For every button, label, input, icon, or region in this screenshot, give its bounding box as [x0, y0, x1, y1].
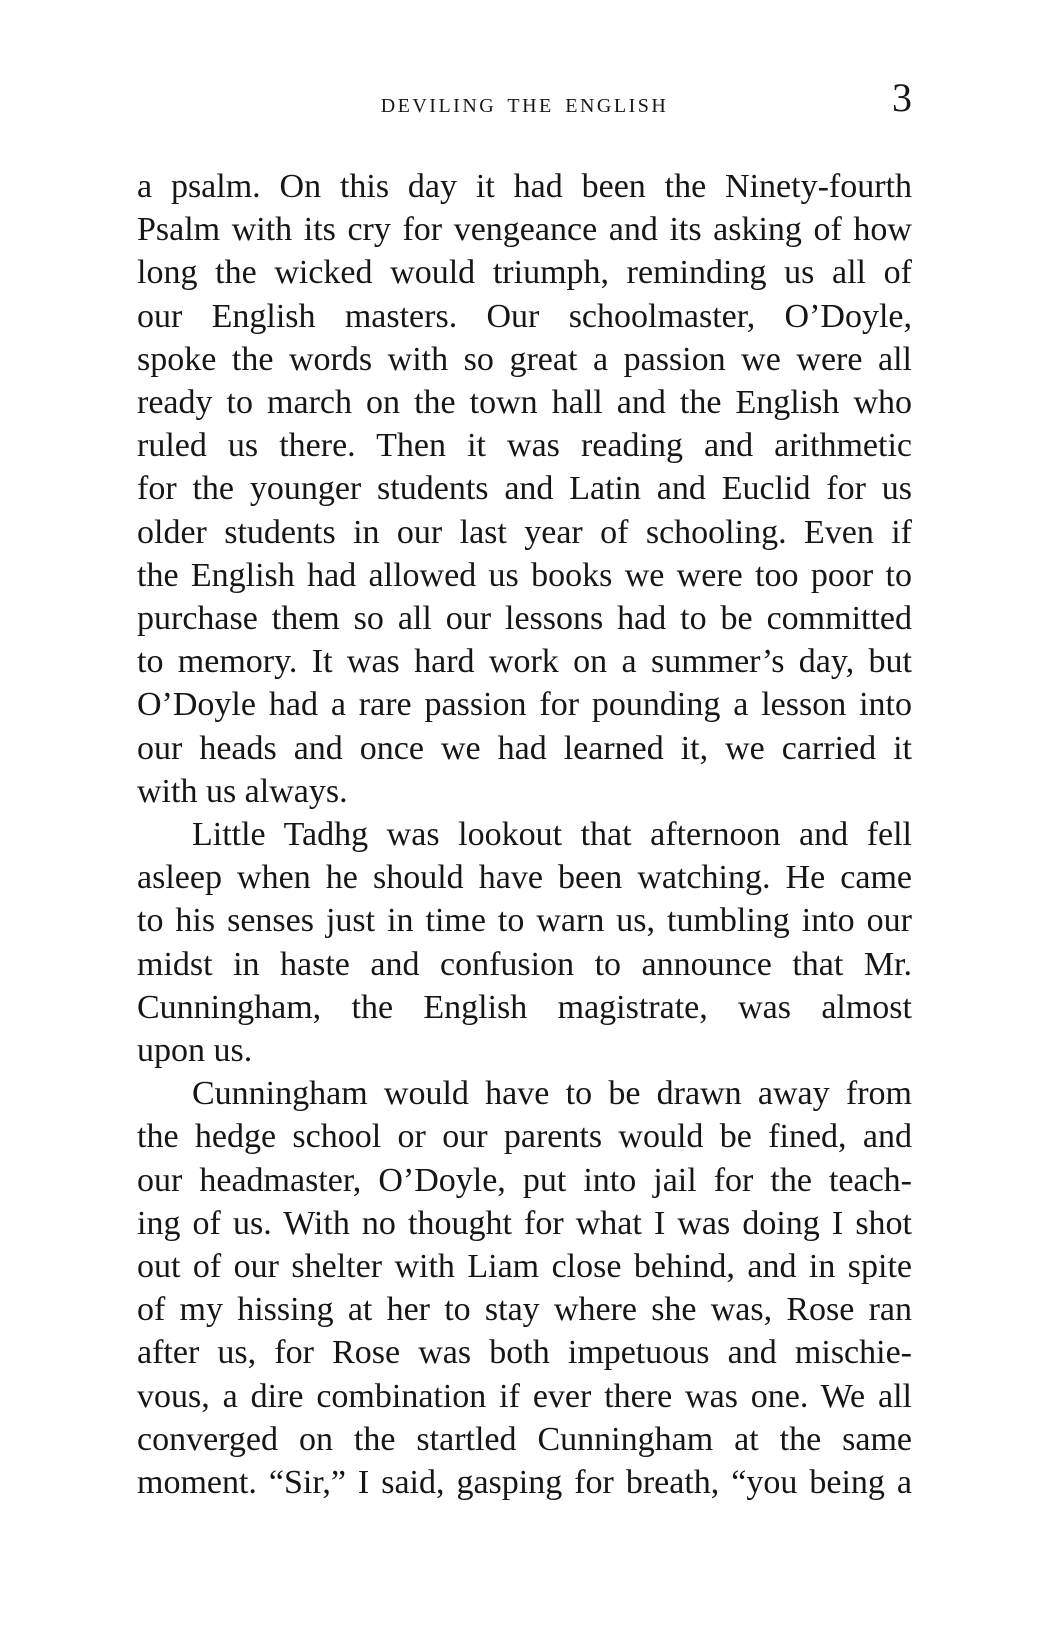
text-line: Cunningham, the English magistrate, was almost — [137, 988, 912, 1026]
text-line: spoke the words with so great a passion we were all — [137, 340, 912, 378]
text-line: a psalm. On this day it had been the Ninety-fourth — [137, 168, 912, 205]
text-line: midst in haste and confusion to announce that Mr. — [137, 945, 912, 983]
text-line: purchase them so all our lessons had to be committed — [137, 600, 912, 638]
text-line: to memory. It was hard work on a summer’s day, but — [137, 643, 912, 681]
text-line: older students in our last year of schooling. Even if — [137, 513, 912, 551]
page-header — [137, 0, 912, 140]
text-line: ruled us there. Then it was reading and arithmetic — [137, 427, 912, 465]
text-line-paragraph-end: upon us. — [137, 1032, 253, 1070]
text-line: converged on the startled Cunningham at the same — [137, 1420, 912, 1458]
text-line: our headmaster, O’Doyle, put into jail for the teach- — [137, 1161, 912, 1199]
text-line: our English masters. Our schoolmaster, O’Doyle, — [137, 297, 912, 335]
page-number: 3 — [892, 75, 912, 120]
text-line-paragraph-start: Little Tadhg was lookout that afternoon and fell — [192, 816, 912, 854]
text-line: vous, a dire combination if ever there was one. We all — [137, 1377, 912, 1415]
text-line: our heads and once we had learned it, we carried it — [137, 729, 912, 767]
text-line: asleep when he should have been watching. He came — [137, 859, 912, 897]
text-line: of my hissing at her to stay where she was, Rose ran — [137, 1291, 912, 1329]
text-line-paragraph-end: with us always. — [137, 772, 348, 810]
body-text — [137, 165, 912, 1504]
text-line: the hedge school or our parents would be fined, and — [137, 1118, 912, 1156]
running-head: DEVILING THE ENGLISH — [380, 95, 669, 117]
text-line: out of our shelter with Liam close behind, and in spite — [137, 1248, 912, 1286]
text-line: long the wicked would triumph, reminding us all of — [137, 254, 912, 292]
text-line: ing of us. With no thought for what I was doing I shot — [137, 1204, 912, 1242]
text-line: to his senses just in time to warn us, tumbling into our — [137, 902, 912, 940]
text-line: moment. “Sir,” I said, gasping for breath, “you being a — [137, 1464, 912, 1502]
text-line: for the younger students and Latin and Euclid for us — [137, 470, 912, 508]
text-line: ready to march on the town hall and the English who — [137, 384, 912, 422]
text-line-paragraph-start: Cunningham would have to be drawn away from — [192, 1075, 912, 1113]
text-line: after us, for Rose was both impetuous and mischie- — [137, 1334, 912, 1372]
text-line: Psalm with its cry for vengeance and its asking of how — [137, 211, 912, 249]
text-line: O’Doyle had a rare passion for pounding a lesson into — [137, 686, 912, 724]
text-line: the English had allowed us books we were too poor to — [137, 556, 912, 594]
